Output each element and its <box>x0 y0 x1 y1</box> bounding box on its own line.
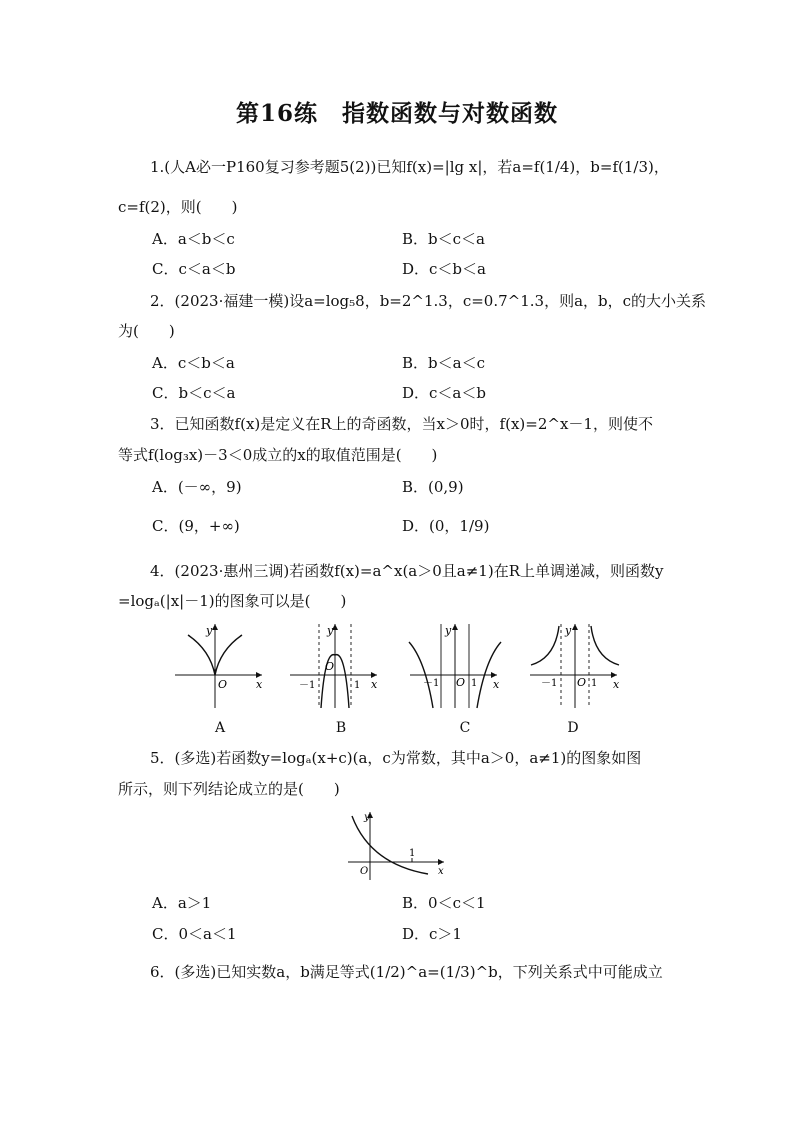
q5-line1: 5．(多选)若函数y=logₐ(x+c)(a，c为常数，其中a＞0，a≠1)的图象如图 <box>150 749 642 767</box>
neg-one-label: －1 <box>299 680 316 691</box>
one-label: 1 <box>471 678 478 689</box>
origin-label: O <box>360 866 369 877</box>
q4-figure-a <box>170 620 270 710</box>
x-axis-arrow <box>438 859 444 865</box>
q1-option-b: B．b＜c＜a <box>402 230 485 248</box>
curve-right <box>215 635 242 675</box>
neg-one-label: －1 <box>541 678 558 689</box>
q5-option-c: C．0＜a＜1 <box>152 925 237 943</box>
y-label: y <box>364 812 370 823</box>
x-label: x <box>256 678 263 691</box>
x-label: x <box>493 678 500 691</box>
y-label: y <box>445 624 452 637</box>
q2-option-d: D．c＜a＜b <box>402 384 486 402</box>
q5-option-b: B．0＜c＜1 <box>402 894 486 912</box>
q1-option-a: A．a＜b＜c <box>152 230 235 248</box>
curve-left <box>188 635 215 675</box>
q4-figure-label-b: B <box>335 720 347 736</box>
origin-label: O <box>577 676 587 689</box>
q5-option-a: A．a＞1 <box>152 894 212 912</box>
q2-option-a: A．c＜b＜a <box>152 354 235 372</box>
x-label: x <box>613 678 620 691</box>
neg-one-label: －1 <box>423 678 440 689</box>
y-label: y <box>327 624 334 637</box>
q2-option-b: B．b＜a＜c <box>402 354 485 372</box>
one-label: 1 <box>409 848 416 859</box>
origin-label: O <box>325 660 335 673</box>
q1-line2: c=f(2)，则( ) <box>118 198 238 216</box>
q2-line1: 2．(2023·福建一模)设a=log₅8，b=2^1.3，c=0.7^1.3，则a，b，c的大小关系 <box>150 292 707 310</box>
q4-line2: =logₐ(|x|－1)的图象可以是( ) <box>118 592 347 610</box>
x-label: x <box>371 678 378 691</box>
y-axis-arrow <box>212 624 218 630</box>
one-label: 1 <box>591 678 598 689</box>
q3-line1: 3．已知函数f(x)是定义在R上的奇函数，当x＞0时，f(x)=2^x－1，则使不 <box>150 415 653 433</box>
q5-line2: 所示，则下列结论成立的是( ) <box>118 780 340 798</box>
q2-option-c: C．b＜c＜a <box>152 384 236 402</box>
q2-line2: 为( ) <box>118 322 175 340</box>
curve-right <box>591 626 619 665</box>
one-label: 1 <box>354 680 361 691</box>
q4-figure-b <box>285 620 385 710</box>
q4-figure-label-c: C <box>459 720 471 736</box>
x-label: x <box>438 866 444 877</box>
q3-option-c: C．(9，+∞) <box>152 517 240 535</box>
page-title: 第16练 指数函数与对数函数 <box>235 100 558 127</box>
curve-left <box>531 626 559 665</box>
q3-option-b: B．(0,9) <box>402 478 464 496</box>
q4-figure-label-d: D <box>567 720 579 736</box>
q6-line1: 6．(多选)已知实数a，b满足等式(1/2)^a=(1/3)^b，下列关系式中可能成立 <box>150 963 663 981</box>
q4-line1: 4．(2023·惠州三调)若函数f(x)=a^x(a＞0且a≠1)在R上单调递减，则函数y <box>150 562 664 580</box>
q1-option-c: C．c＜a＜b <box>152 260 236 278</box>
origin-label: O <box>456 676 466 689</box>
q3-option-a: A．(－∞，9) <box>152 478 242 496</box>
y-label: y <box>206 624 213 637</box>
q1-option-d: D．c＜b＜a <box>402 260 486 278</box>
q4-figure-d <box>525 620 625 710</box>
q1-line1: 1.(人A必一P160复习参考题5(2))已知f(x)=|lg x|，若a=f(1/4)，b=f(1/3)， <box>150 158 669 176</box>
origin-label: O <box>218 678 228 691</box>
q5-figure <box>340 808 450 883</box>
q3-option-d: D．(0，1/9) <box>402 517 490 535</box>
y-label: y <box>565 624 572 637</box>
y-axis-arrow <box>452 624 458 630</box>
q3-line2: 等式f(log₃x)－3＜0成立的x的取值范围是( ) <box>118 446 438 464</box>
y-axis-arrow <box>572 624 578 630</box>
q4-figure-label-a: A <box>214 720 226 736</box>
q4-figure-c <box>405 620 505 710</box>
q5-option-d: D．c＞1 <box>402 925 462 943</box>
